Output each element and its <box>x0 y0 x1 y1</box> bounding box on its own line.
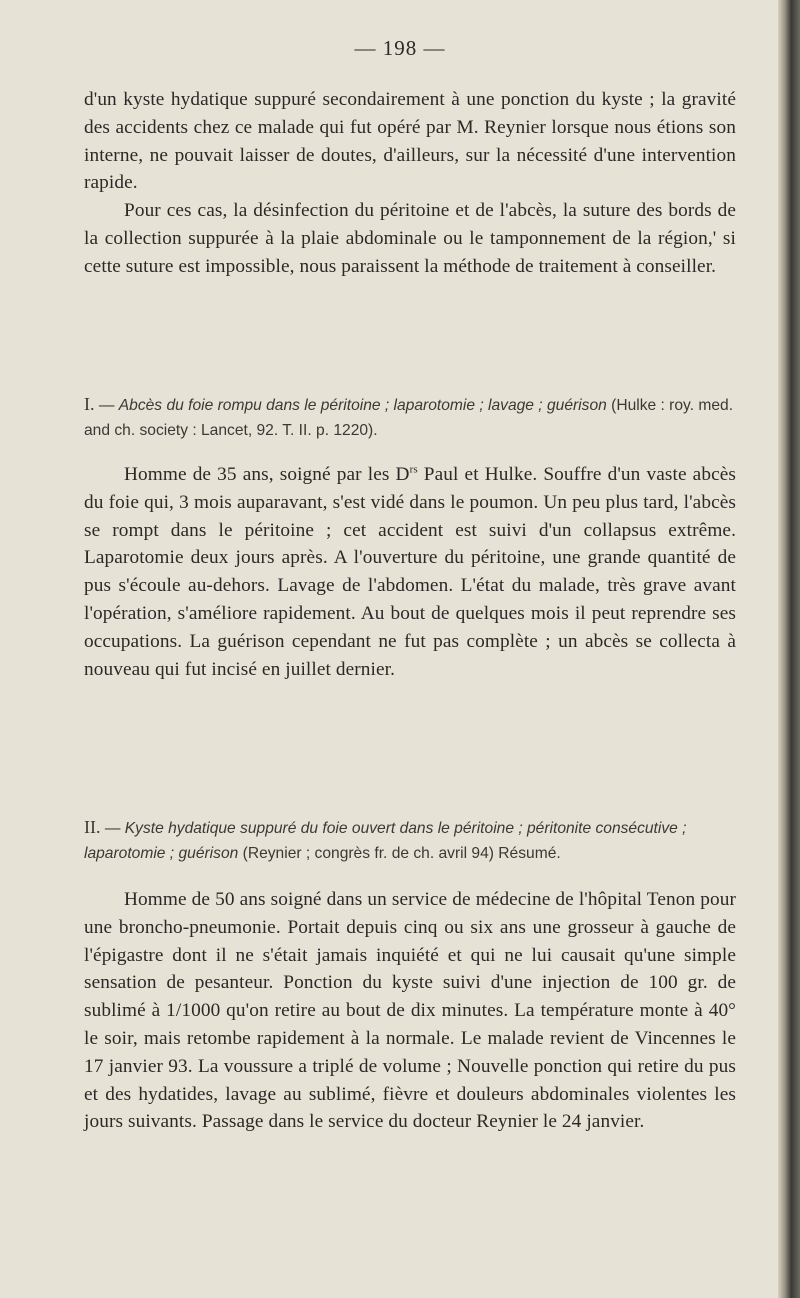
case-1-body <box>84 461 736 683</box>
page-edge-shadow <box>778 0 800 1298</box>
case-1-dash: — <box>94 397 119 414</box>
case-1-text-b: Paul et Hulke. Souffre d'un vaste abcès du foie qui, 3 mois auparavant, s'est vidé dans le poumon. Un peu plus tard, l'abcès se rompt dans le péritoine ; cet accident est suivi d'un collapsus extrême. Laparotomie deux jours après. A l'ouverture du péritoine, une grande quantité de pus s'écoule au-dehors. Lavage de l'abdomen. L'état du malade, très grave avant l'opération, s'améliore rapidement. Au bout de quelques mois il peut reprendre ses occupations. La guérison cependant ne fut pas complète ; un abcès se collecta à nouveau qui fut incisé en juillet dernier. <box>84 464 736 680</box>
paragraph-1: d'un kyste hydatique suppuré secondairement à une ponction du kyste ; la gravité des accidents chez ce malade qui fut opéré par M. Reynier lorsque nous étions son interne, ne pouvait laisser de doutes, d'ailleurs, sur la nécessité d'une intervention rapide. <box>84 89 736 194</box>
case-1-title: Abcès du foie rompu dans le péritoine ; laparotomie ; lavage ; guérison <box>118 397 607 414</box>
case-1-text-a: Homme de 35 ans, soigné par les D <box>124 464 410 485</box>
page-number: — 198 — <box>354 36 446 60</box>
case-2-title: Kyste hydatique suppuré du foie ouvert dans le péritoine ; péritonite consécutive ; laparotomie ; guérison <box>84 820 687 862</box>
case-2-number: II. <box>84 817 101 837</box>
paragraph-2: Pour ces cas, la désinfection du péritoine et de l'abcès, la suture des bords de la collection suppurée à la plaie abdominale ou le tamponnement de la région,' si cette suture est impossible, nous paraissent la méthode de traitement à conseiller. <box>84 200 736 277</box>
case-2-source: (Reynier ; congrès fr. de ch. avril 94) Résumé. <box>238 845 561 862</box>
case-1-source: (Hulke : roy. med. and ch. society : Lancet, 92. T. II. p. 1220). <box>84 397 734 439</box>
case-2-heading <box>84 815 740 866</box>
case-2-paragraph: Homme de 50 ans soigné dans un service de médecine de l'hôpital Tenon pour une broncho-pneumonie. Portait depuis cinq ou six ans une grosseur à gauche de l'épigastre dont il ne s'était jamais inquiété et qui ne lui causait qu'une simple sensation de pesanteur. Ponction du kyste suivi d'une injection de 100 gr. de sublimé à 1/1000 qu'on retire au bout de dix minutes. La température monte à 40° le soir, mais retombe rapidement à la normale. Le malade revient de Vincennes le 17 janvier 93. La voussure a triplé de volume ; Nouvelle ponction qui retire du pus et des hydatides, lavage au sublimé, fièvre et douleurs abdominales violentes les jours suivants. Passage dans le service du docteur Reynier le 24 janvier. <box>84 889 736 1133</box>
intro-text <box>84 86 736 281</box>
case-1-number: I. <box>84 394 95 414</box>
case-2-dash: — <box>100 820 125 837</box>
case-1-heading <box>84 392 740 443</box>
case-1-paragraph <box>84 461 736 683</box>
case-1-text-sup: rs <box>409 463 418 476</box>
case-2-body <box>84 886 736 1136</box>
